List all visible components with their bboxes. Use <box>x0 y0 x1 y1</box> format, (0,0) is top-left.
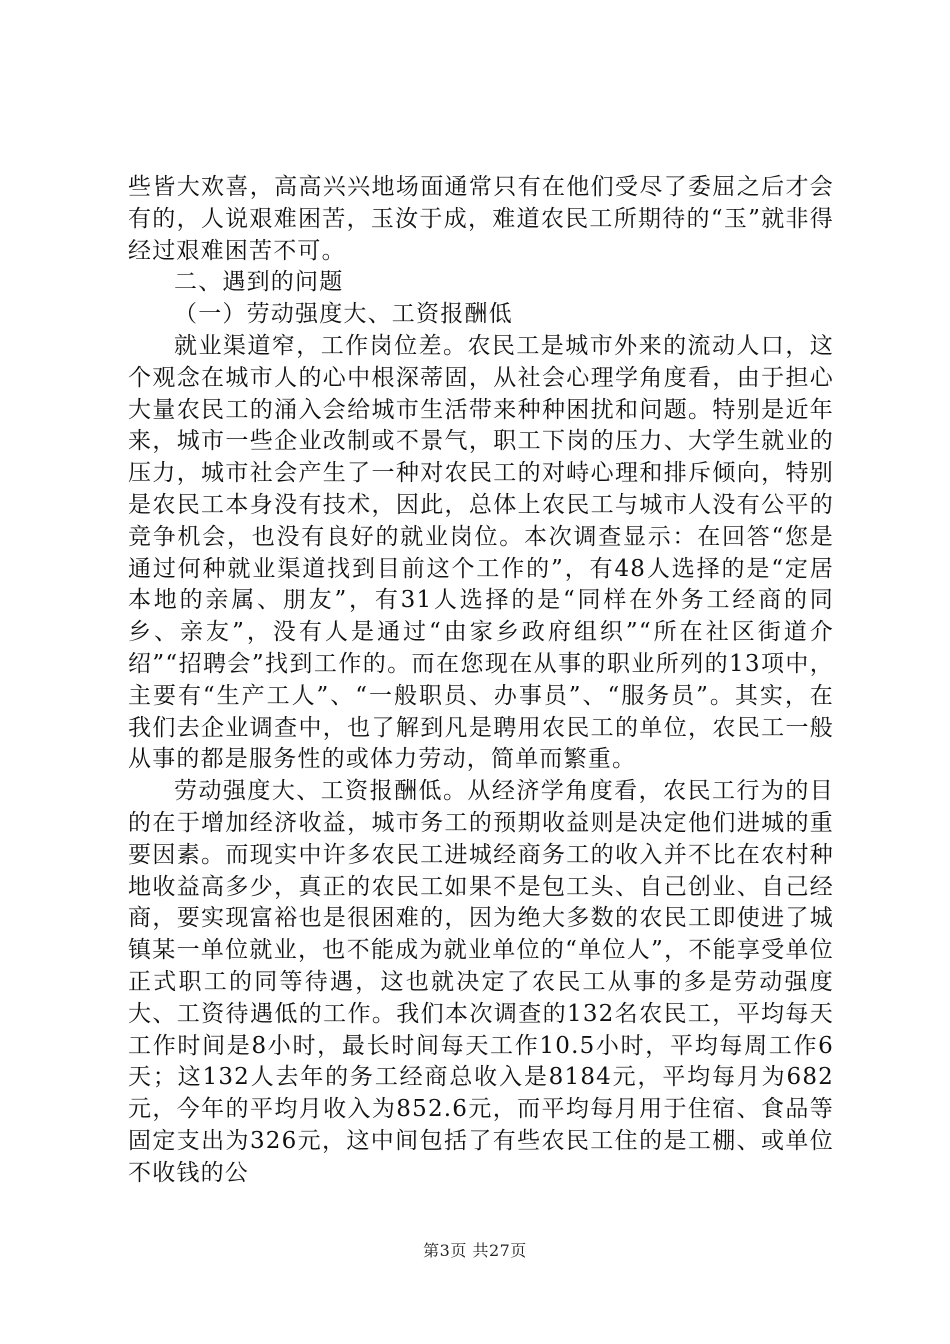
paragraph-continuation: 些皆大欢喜，高高兴兴地场面通常只有在他们受尽了委屈之后才会有的，人说艰难困苦，玉汝于成，难道农民工所期待的“玉”就非得经过艰难困苦不可。 <box>128 174 834 264</box>
subsection-heading: （一）劳动强度大、工资报酬低 <box>174 301 513 328</box>
page-number-footer: 第3页 共27页 <box>423 1241 527 1260</box>
paragraph-labor-intensity: 劳动强度大、工资报酬低。从经济学角度看，农民工行为的目的在于增加经济收益，城市务工的预期收益则是决定他们进城的重要因素。而现实中许多农民工进城经商务工的收入并不比在农村种地收益高多少，真正的农民工如果不是包工头、自己创业、自己经商，要实现富裕也是很困难的，因为绝大多数的农民工即使进了城镇某一单位就业，也不能成为就业单位的“单位人”，不能享受单位正式职工的同等待遇，这也就决定了农民工从事的多是劳动强度大、工资待遇低的工作。我们本次调查的132名农民工，平均每天工作时间是8小时，最长时间每天工作10.5小时，平均每周工作6天；这132人去年的务工经商总收入是8184元，平均每月为682元，今年的平均月收入为852.6元，而平均每月用于住宿、食品等固定支出为326元，这中间包括了有些农民工住的是工棚、或单位不收钱的公 <box>128 778 834 1186</box>
paragraph-employment-channels: 就业渠道窄，工作岗位差。农民工是城市外来的流动人口，这个观念在城市人的心中根深蒂固，从社会心理学角度看，由于担心大量农民工的涌入会给城市生活带来种种困扰和问题。特别是近年来，城市一些企业改制或不景气，职工下岗的压力、大学生就业的压力，城市社会产生了一种对农民工的对峙心理和排斥倾向，特别是农民工本身没有技术，因此，总体上农民工与城市人没有公平的竞争机会，也没有良好的就业岗位。本次调查显示：在回答“您是通过何种就业渠道找到目前这个工作的”，有48人选择的是“定居本地的亲属、朋友”，有31人选择的是“同样在外务工经商的同乡、亲友”，没有人是通过“由家乡政府组织”“所在社区街道介绍”“招聘会”找到工作的。而在您现在从事的职业所列的13项中，主要有“生产工人”、“一般职员、办事员”、“服务员”。其实，在我们去企业调查中，也了解到凡是聘用农民工的单位，农民工一般从事的都是服务性的或体力劳动，简单而繁重。 <box>128 332 834 773</box>
section-heading: 二、遇到的问题 <box>174 269 344 296</box>
document-body <box>128 172 834 1190</box>
